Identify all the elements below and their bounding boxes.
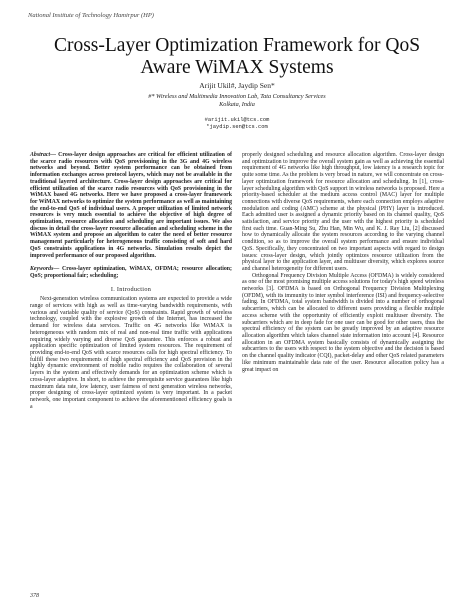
right-paragraph-2: Orthogonal Frequency Division Multiple Access (OFDMA) is widely considered as one of the most promising multiple access solutions for today's high speed wireless networks [3]. OFDMA is based on Orthogonal Frequency Division Multiplexing (OFDM), with its immunity to inter symbol interference (ISI) and frequency-selective fading. In OFDMA, total system bandwidth is divided into a number of orthogonal subcarriers, which can be allocated to different users providing a flexible multiple access scheme with the opportunity of efficiently exploit multiuser diversity. The subcarriers which are in deep fade for one user can be good for other users, thus the spectral efficiency of the system can be greatly improved by an adaptive resource allocation algorithm which takes channel state information into account [4]. Resource allocation in an OFDMA system basically consists of dynamically assigning the subcarriers to the users with respect to the system objective and the decision is based on the channel quality indicator (CQI), packet-delay and other QoS related parameters like minimum maintainable data rate of the user. Resource allocation policy has a great impact on	[242, 272, 444, 373]
left-column	[30, 152, 232, 410]
abstract-body: — Cross-layer design approaches are critical for efficient utilization of the scarce radio resources with QoS provisioning in the 3G and 4G wireless networks and beyond. Better system performance can be obtained from information exchanges across protocol layers, which may not be available in the traditional layered architecture. Cross-layer design approaches are critical for efficient utilization of the scarce radio resources with QoS provisioning in the WiMAX based 4G networks. Here we have proposed a cross-layer framework for WiMAX networks to optimize the system performance as well as maintaining the end-to-end QoS of individual users. A proper utilization of limited network resources is very much essential to achieve the objective of high degree of optimization, resource allocation and scheduling are important issues. We also discuss in detail the cross-layer resource allocation and scheduling scheme in the WiMAX system and propose an algorithm to cater the need of better resource management particularly for heterogeneous traffic consisting of soft and hard QoS constraints applications in 4G networks. Simulation results depict the improved performance of our proposed algorithm.	[30, 152, 232, 259]
affiliation	[20, 93, 454, 108]
emails	[20, 117, 454, 131]
paper-title	[20, 35, 454, 79]
keywords-lead: Keywords	[30, 266, 54, 273]
page-number: 378	[30, 593, 39, 599]
keywords-body: — Cross-layer optimization, WiMAX, OFDMA; resource allocation; QoS; proportional fair; scheduling;	[30, 266, 232, 279]
intro-paragraph: Next-generation wireless communication systems are expected to provide a wide range of services with high as well as time-varying bandwidth requirements, with various and variable quality of service (QoS) constraints. Rapid growth of wireless technology, coupled with the explosive growth of the Internet, has increased the demand for wireless data services. Traffic on 4G networks like WiMAX is heterogeneous with random mix of real and non-real time traffic with applications requiring widely varying and diverse QoS guarantee. This enforces a robust and application specific optimization of limited system resources. The requirement of providing end-to-end QoS with scarce resources calls for high spectral efficiency. To fulfill these two requirements of high spectral efficiency and QoS provision in the highly dynamic environment of mobile radio requires the collaboration of several layers in the system and effectively demands for an optimization scheme which is cross-layer adaptive. In short, to achieve the prerequisite service guarantees like high maximum data rate, low latency, user fairness of next generation wireless networks, proper designing of cross-layer optimized system is very important. In a packet network, one important component to achieve the aforementioned efficiency goals is a	[30, 296, 232, 410]
email-2: *jaydip.sen@tcs.com	[206, 124, 268, 130]
conference-header: National Institute of Technology Hamirpur (HP)	[28, 12, 154, 19]
keywords	[30, 266, 232, 279]
title-line-1: Cross-Layer Optimization Framework for QoS	[53, 35, 421, 56]
affiliation-line-2: Kolkata, India	[219, 100, 255, 108]
right-column	[242, 152, 444, 373]
title-line-2: Aware WiMAX Systems	[140, 57, 334, 78]
authors: Arijit Ukil#, Jaydip Sen*	[199, 81, 275, 90]
abstract	[30, 152, 232, 259]
section-heading-introduction: I. Introduction	[110, 285, 152, 293]
abstract-lead: Abstract	[30, 152, 51, 158]
right-paragraph-1: properly designed scheduling and resource allocation algorithm. Cross-layer design and optimization to improve the overall system gain as well as achieving the essential requirement of 4G networks like high throughput, low latency is a research topic for quite some time. As the problem is very broad in nature, we will concentrate on cross-layer optimization framework for resource allocation and scheduling. In [1], cross-layer scheduling algorithm with QoS support in wireless networks is proposed. Here a priority-based scheduler at the medium access control (MAC) layer for multiple connections with diverse QoS requirements, where each connection employs adaptive modulation and coding (AMC) scheme at the physical (PHY) layer is introduced. Each admitted user is assigned a dynamic priority based on its channel quality, QoS satisfaction, and service priority and the user with the highest priority is scheduled first each time. Guan-Ming Su, Zhu Han, Min Wu, and K. J. Ray Liu, [2] discussed how to dynamically allocate the system resources according to the varying channel condition, so as to improve the overall system performance and ensure individual QoS. Specifically, they concentrated on two important aspects with regard to design issues: cross-layer design, which jointly optimizes resource utilization from the physical layer to the application layer, and multiuser diversity, which explores source and channel heterogeneity for different users.	[242, 152, 444, 272]
email-1: #arijit.ukil@tcs.com	[204, 117, 270, 123]
affiliation-line-1: #* Wireless and Multimedia Innovation Lab, Tata Consultancy Services	[148, 93, 326, 100]
